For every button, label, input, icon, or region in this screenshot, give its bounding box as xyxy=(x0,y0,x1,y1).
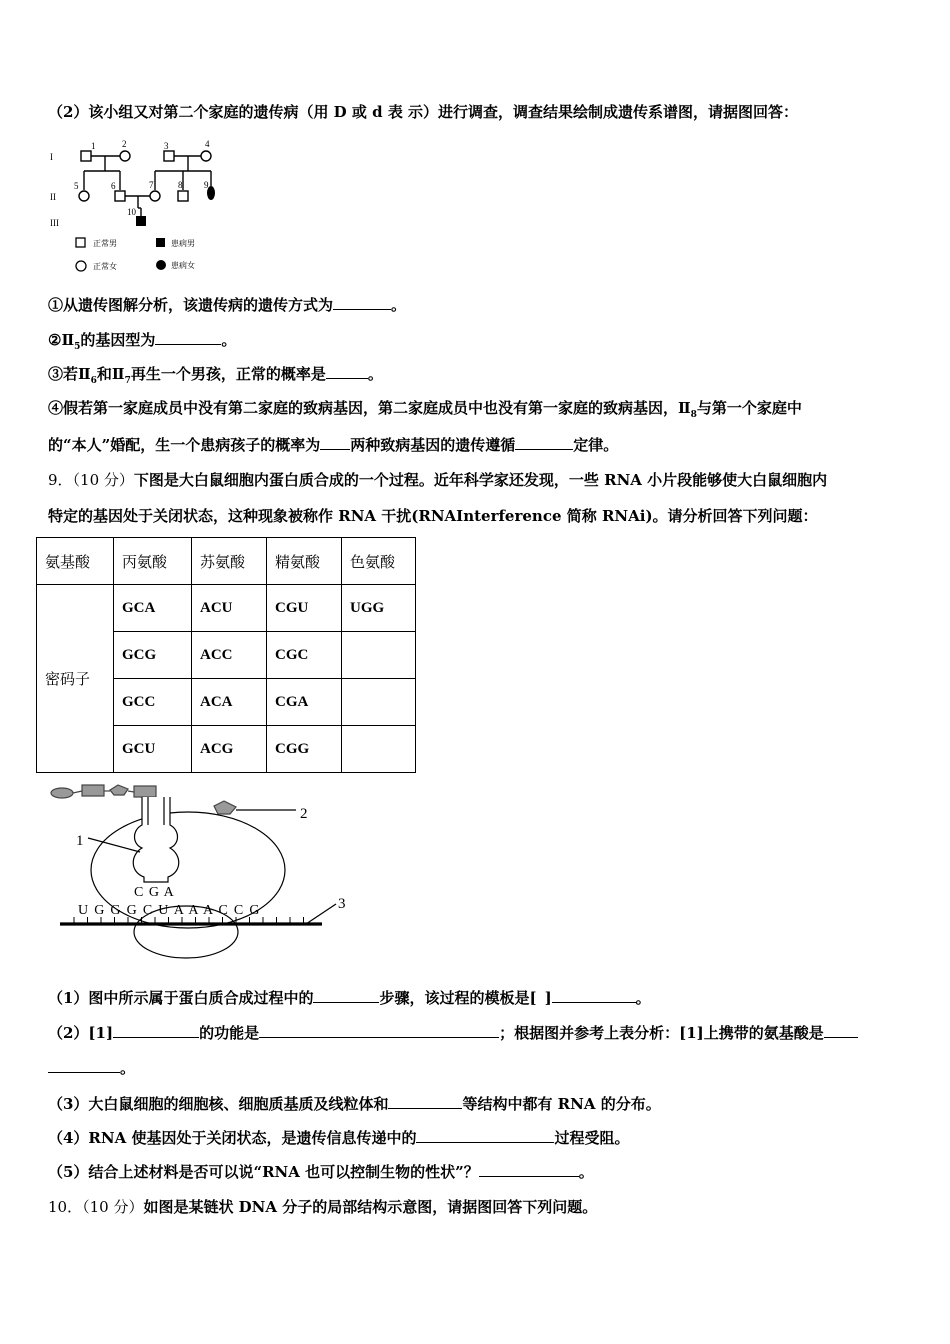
legend-affected-female-icon xyxy=(156,260,166,270)
table-cell: CGA xyxy=(267,679,342,726)
table-cell: GCA xyxy=(114,585,192,632)
pedigree-number-8: 8 xyxy=(178,180,183,190)
q9-number: 9．（10 分） xyxy=(48,471,134,489)
translation-diagram xyxy=(48,780,368,960)
pedigree-number-9: 9 xyxy=(204,180,209,190)
q9-intro-line1: 9．（10 分）下图是大白鼠细胞内蛋白质合成的一个过程。近年科学家还发现，一些 RNA 小片段能够使大白鼠细胞内 xyxy=(48,471,828,489)
amino-acid-shape xyxy=(51,788,73,798)
table-cell: ACA xyxy=(192,679,267,726)
pedigree-number-6: 6 xyxy=(111,181,116,191)
table-cell: ACG xyxy=(192,726,267,773)
legend-affected-male: 患病男 xyxy=(171,239,195,248)
pedigree-number-5: 5 xyxy=(74,181,79,191)
q10: 10．（10 分）如图是某链状 DNA 分子的局部结构示意图，请据图回答下列问题。 xyxy=(48,1198,598,1216)
table-cell: GCU xyxy=(114,726,192,773)
amino-acid-shape xyxy=(82,785,104,796)
q8-sub4-line2: 的“本人”婚配，生一个患病孩子的概率为 两种致病基因的遗传遵循 定律。 xyxy=(48,436,619,454)
pedigree-number-10: 10 xyxy=(127,207,136,217)
legend-normal-male-icon xyxy=(76,238,85,247)
amino-acid-shape xyxy=(110,785,128,795)
table-cell: ACU xyxy=(192,585,267,632)
q9-s1: （1）图中所示属于蛋白质合成过程中的 步骤，该过程的模板是[ ] 。 xyxy=(48,989,651,1007)
table-cell: CGG xyxy=(267,726,342,773)
pedigree-ii7-normal-female xyxy=(150,191,160,201)
anticodon-text: C G A xyxy=(134,885,175,900)
q8-sub3: ③若$Ⅱ_6$和$Ⅱ_7$再生一个男孩，正常的概率是 。 xyxy=(48,365,383,386)
table-cell: UGG xyxy=(342,585,416,632)
table-cell: GCC xyxy=(114,679,192,726)
mrna-sequence-text: U G G G C U A A A C C G xyxy=(78,903,261,918)
pedigree-number-1: 1 xyxy=(91,141,96,151)
pedigree-chart xyxy=(48,138,228,278)
legend-affected-male-icon xyxy=(156,238,165,247)
pedigree-i2-normal-female xyxy=(120,151,130,161)
table-header-cell: 苏氨酸 xyxy=(192,538,267,585)
q9-s5: （5）结合上述材料是否可以说“RNA 也可以控制生物的性状”？ 。 xyxy=(48,1163,594,1181)
table-cell xyxy=(342,632,416,679)
q9-s2: （2）[1] 的功能是 ；根据图并参考上表分析：[1]上携带的氨基酸是 xyxy=(48,1023,858,1043)
pedigree-i3-normal-male xyxy=(164,151,174,161)
table-cell: ACC xyxy=(192,632,267,679)
legend-normal-female-icon xyxy=(76,261,86,271)
table-cell xyxy=(342,679,416,726)
q8-sub4-line1: ④假若第一家庭成员中没有第二家庭的致病基因，第二家庭成员中也没有第一家庭的致病基因，$Ⅱ_8$与第一个家庭中 xyxy=(48,399,802,420)
free-amino-acid-shape xyxy=(214,801,236,814)
q10-number: 10．（10 分） xyxy=(48,1198,144,1216)
gen-label-i: I xyxy=(50,152,53,162)
label-1: 1 xyxy=(76,833,84,849)
table-row xyxy=(37,585,416,632)
q8-sub2: $②Ⅱ_5$的基因型为 。 xyxy=(48,331,237,352)
q9-s3: （3）大白鼠细胞的细胞核、细胞质基质及线粒体和 等结构中都有 RNA 的分布。 xyxy=(48,1095,661,1113)
pedigree-iii10-affected-male xyxy=(136,216,146,226)
pedigree-i1-normal-male xyxy=(81,151,91,161)
table-header-cell: 氨基酸 xyxy=(37,538,114,585)
legend-normal-female: 正常女 xyxy=(93,262,117,271)
q9-intro-line2: 特定的基因处于关闭状态，这种现象被称作 RNA 干扰(RNAInterference 简称 RNAi)。请分析回答下列问题： xyxy=(48,507,818,525)
q8-part2-text: （2）该小组又对第二个家庭的遗传病（用 D 或 d 表 示）进行调查，调查结果绘制成遗传系谱图，请据图回答： xyxy=(48,103,799,121)
pedigree-number-4: 4 xyxy=(205,139,210,149)
pedigree-ii8-normal-male xyxy=(178,191,188,201)
table-cell xyxy=(342,726,416,773)
q8-sub1: ①从遗传图解分析，该遗传病的遗传方式为 。 xyxy=(48,296,407,314)
table-header-cell: 色氨酸 xyxy=(342,538,416,585)
trna xyxy=(133,797,179,882)
pedigree-ii5-normal-female xyxy=(79,191,89,201)
pedigree-number-2: 2 xyxy=(122,139,127,149)
table-header-cell: 精氨酸 xyxy=(267,538,342,585)
q9-s2-cont: 。 xyxy=(48,1058,135,1078)
pedigree-ii6-normal-male xyxy=(115,191,125,201)
pedigree-number-3: 3 xyxy=(164,141,169,151)
gen-label-iii: III xyxy=(50,218,59,228)
q9-s4: （4）RNA 使基因处于关闭状态，是遗传信息传递中的 过程受阻。 xyxy=(48,1129,630,1147)
pedigree-i4-normal-female xyxy=(201,151,211,161)
table-cell: CGU xyxy=(267,585,342,632)
table-row-label: 密码子 xyxy=(37,585,114,773)
label-2: 2 xyxy=(300,806,308,822)
table-header-cell: 丙氨酸 xyxy=(114,538,192,585)
table-cell: GCG xyxy=(114,632,192,679)
label-3: 3 xyxy=(338,896,346,912)
table-header-row xyxy=(37,538,416,585)
gen-label-ii: II xyxy=(50,192,56,202)
amino-acid-shape xyxy=(134,786,156,797)
codon-table xyxy=(36,537,416,773)
table-cell: CGC xyxy=(267,632,342,679)
legend-normal-male: 正常男 xyxy=(93,239,117,248)
pedigree-number-7: 7 xyxy=(149,180,154,190)
legend-affected-female: 患病女 xyxy=(171,261,195,270)
